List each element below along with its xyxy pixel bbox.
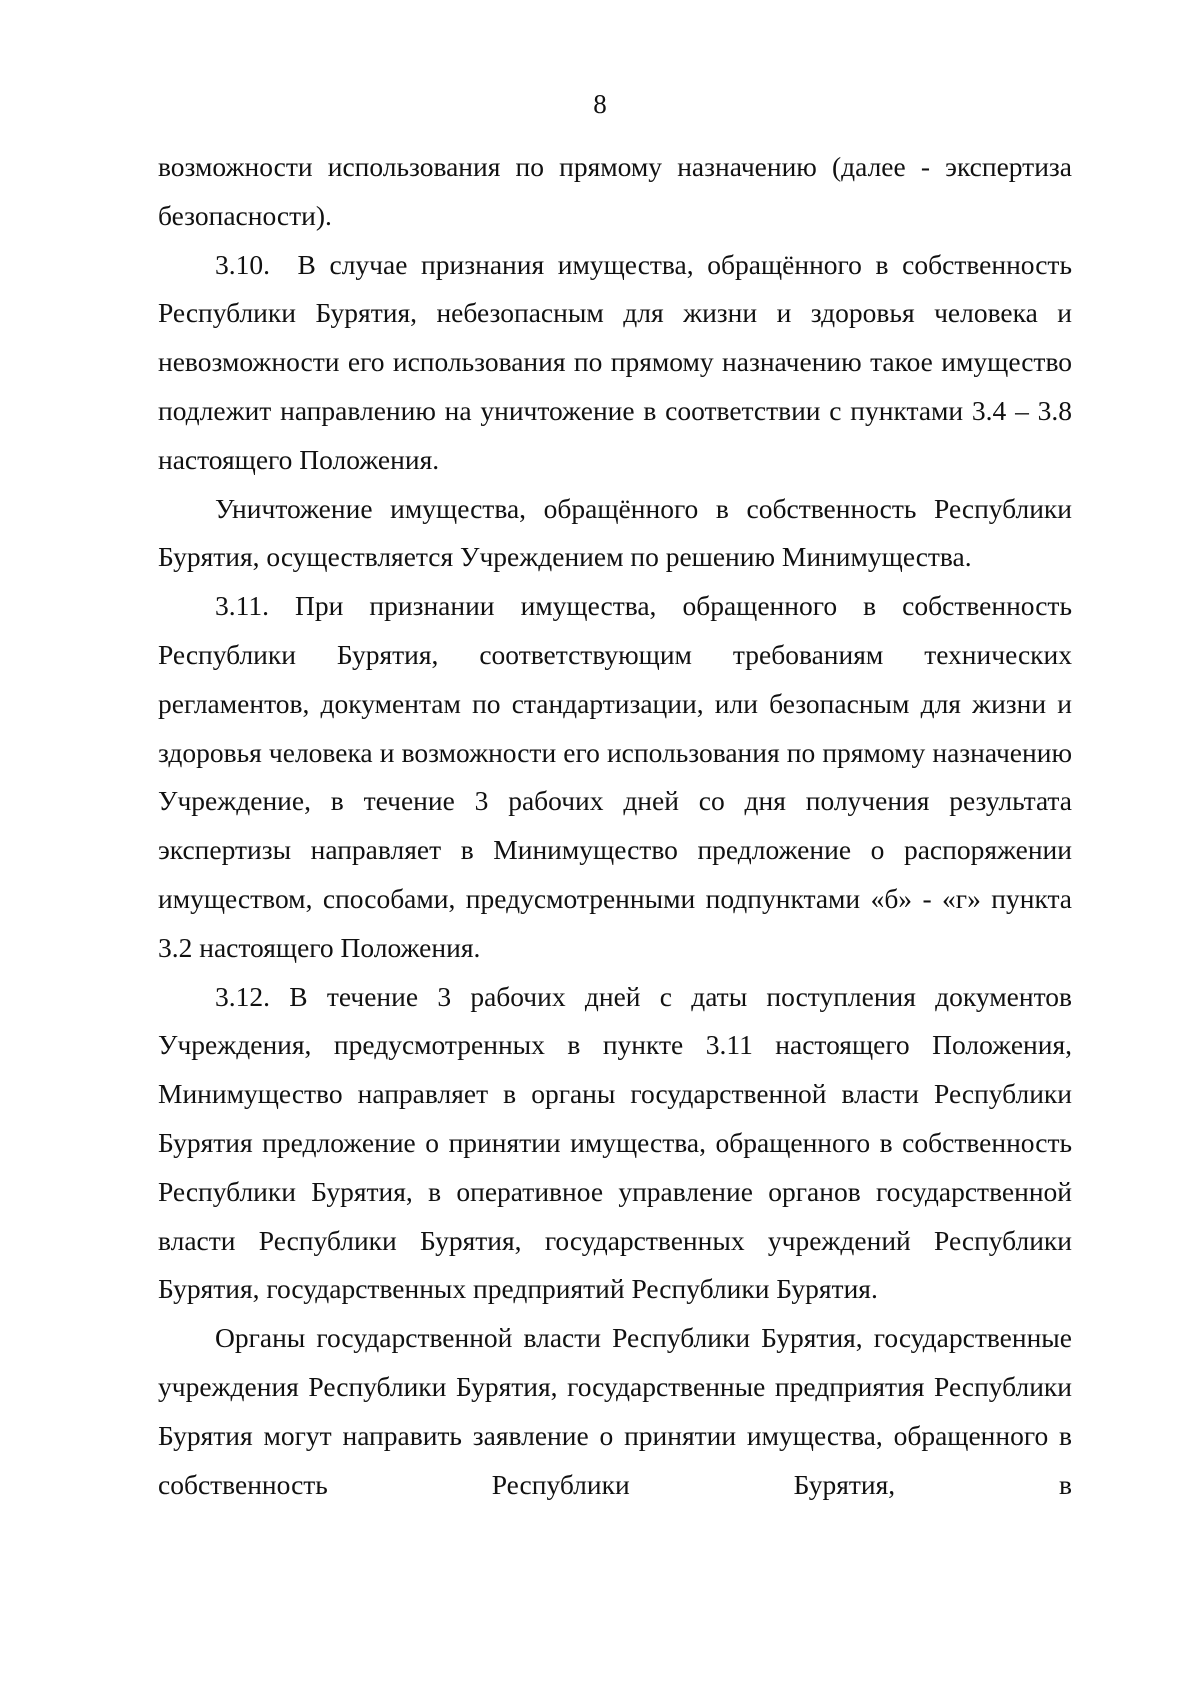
- paragraph-destruction: Уничтожение имущества, обращённого в собственность Республики Бурятия, осуществляется Учреждением по решению Минимущества.: [158, 492, 1072, 573]
- page-number: 8: [593, 89, 607, 119]
- paragraph-3-11: 3.11. При признании имущества, обращенного в собственность Республики Бурятия, соответствующим требованиям технических регламентов, документам по стандартизации, или безопасным для жизни и здоровья человека и возможности его использования по прямому назначению Учреждение, в течение 3 рабочих дней со дня получения результата экспертизы направляет в Минимущество предложение о распоряжении имуществом, способами, предусмотренными подпунктами «б» - «г» пункта 3.2 настоящего Положения.: [158, 590, 1072, 963]
- paragraph-3-10: 3.10. В случае признания имущества, обращённого в собственность Республики Бурятия, небезопасным для жизни и здоровья человека и невозможности его использования по прямому назначению такое имущество подлежит направлению на уничтожение в соответствии с пунктами 3.4 – 3.8 настоящего Положения.: [158, 248, 1072, 475]
- document-body: [158, 143, 1072, 1509]
- paragraph-continuation: возможности использования по прямому назначению (далее - экспертиза безопасности).: [158, 151, 1072, 231]
- paragraph-authorities: Органы государственной власти Республики Бурятия, государственные учреждения Республики Бурятия, государственные предприятия Республики Бурятия могут направить заявление о принятии имущества, обращенного в собственность Республики Бурятия, в: [158, 1322, 1072, 1500]
- paragraph-3-12: 3.12. В течение 3 рабочих дней с даты поступления документов Учреждения, предусмотренных в пункте 3.11 настоящего Положения, Минимущество направляет в органы государственной власти Республики Бурятия предложение о принятии имущества, обращенного в собственность Республики Бурятия, в оперативное управление органов государственной власти Республики Бурятия, государственных учреждений Республики Бурятия, государственных предприятий Республики Бурятия.: [158, 980, 1072, 1305]
